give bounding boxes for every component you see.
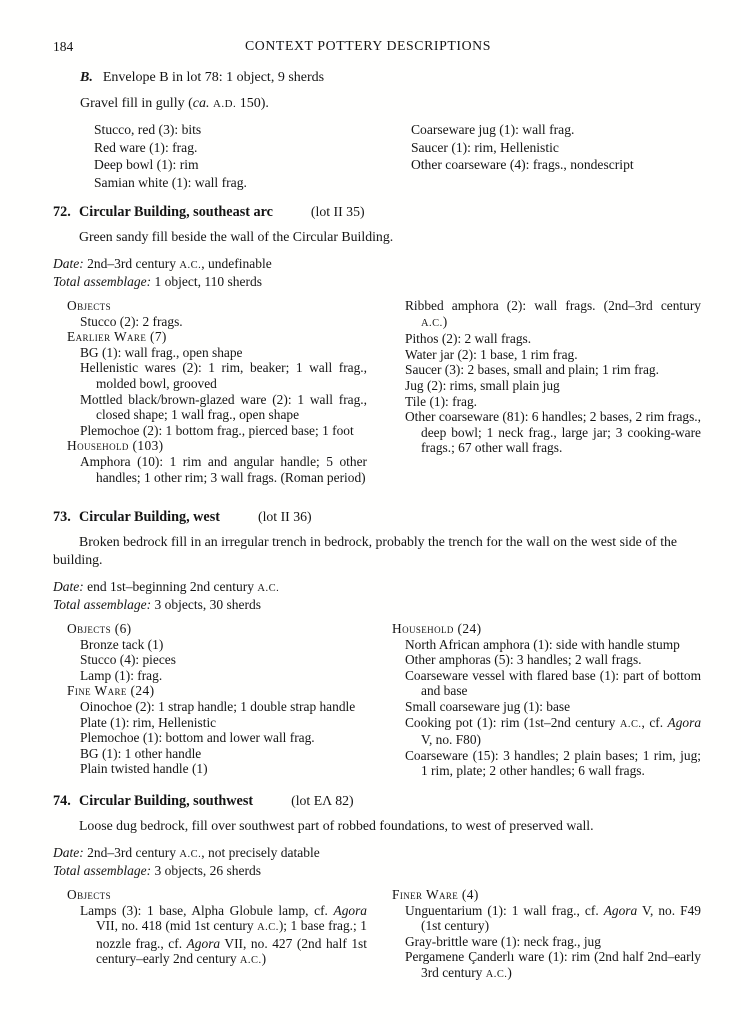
list-entry: Bronze tack (1): [80, 636, 164, 652]
list-entry: Amphora (10): 1 rim and angular handle; 5 other handles; 1 other rim; 3 wall frags. (Roman period): [80, 453, 367, 485]
right-column: [392, 298, 701, 485]
section-meta: [53, 579, 701, 613]
intro-right-column: [411, 121, 700, 191]
intro-label: B.: [80, 70, 93, 85]
category-heading: Finer Ware (4): [392, 887, 479, 902]
section-lot: (lot II 35): [310, 204, 365, 219]
section-heading: [53, 203, 701, 221]
list-entry: Coarseware vessel with flared base (1): part of bottom and base: [405, 667, 701, 699]
section-number: 74.: [53, 793, 71, 809]
list-entry: Red ware (1): frag.: [94, 139, 198, 155]
section-list: [67, 887, 701, 983]
section-number: 72.: [53, 204, 71, 220]
list-entry: Coarseware jug (1): wall frag.: [410, 122, 575, 137]
context-section: [53, 203, 701, 485]
intro-description: Gravel fill in gully (ca. A.D. 150).: [80, 96, 269, 111]
assemblage-line-label: Total assemblage:: [53, 863, 152, 878]
list-entry: Saucer (1): rim, Hellenistic: [410, 139, 559, 155]
list-entry: BG (1): 1 other handle: [80, 745, 202, 761]
intro-section: [80, 69, 700, 191]
left-column: [67, 887, 367, 983]
list-entry: Lamps (3): 1 base, Alpha Globule lamp, cf. Agora VII, no. 418 (mid 1st century A.C.); 1 base frag.; 1 nozzle frag., cf. Agora VII, no. 427 (2nd half 1st century–early 2nd century A.C.): [80, 902, 367, 967]
right-column: [392, 887, 701, 983]
small-caps-text: A.C.: [619, 718, 642, 730]
list-entry: Tile (1): frag.: [405, 393, 478, 409]
assemblage-line: [53, 274, 701, 290]
section-list: [67, 621, 701, 779]
section-list: [67, 298, 701, 485]
assemblage-line-label: Total assemblage:: [53, 274, 152, 289]
list-entry: Plemochoe (1): bottom and lower wall frag.: [80, 730, 315, 746]
small-caps-text: A.D.: [212, 98, 237, 110]
small-caps-text: A.C.: [257, 583, 280, 594]
context-section: [53, 508, 701, 779]
list-entry: Small coarseware jug (1): base: [405, 698, 571, 714]
section-title: Circular Building, west: [79, 509, 220, 525]
italic-text: Agora: [333, 902, 367, 918]
section-heading: [53, 508, 701, 526]
list-entry: Coarseware (15): 3 handles; 2 plain bases; 1 rim, jug; 1 rim, plate; 2 other handles; 6 wall frags.: [405, 747, 701, 779]
intro-left-column: [94, 121, 387, 191]
section-heading: [53, 792, 701, 810]
page-number: 184: [53, 39, 74, 54]
section-title: Circular Building, southwest: [79, 793, 254, 809]
small-caps-text: A.C.: [421, 317, 443, 329]
section-title: Circular Building, southeast arc: [79, 204, 273, 220]
intro-title-text: Envelope B in lot 78: 1 object, 9 sherds: [102, 70, 325, 85]
list-entry: Cooking pot (1): rim (1st–2nd century A.C., cf. Agora V, no. F80): [405, 714, 702, 748]
section-meta: [53, 845, 701, 879]
left-column: [67, 621, 367, 779]
list-entry: Unguentarium (1): 1 wall frag., cf. Agora V, no. F49 (1st century): [405, 902, 701, 934]
date-line: [53, 579, 701, 597]
date-line-value: 2nd–3rd century A.C., not precisely datable: [87, 845, 320, 860]
list-entry: Stucco, red (3): bits: [94, 122, 202, 137]
date-line-value: end 1st–beginning 2nd century A.C.: [87, 579, 280, 594]
date-line-value: 2nd–3rd century A.C., undefinable: [87, 256, 272, 271]
category-heading: Fine Ware (24): [67, 683, 155, 699]
category-heading: Household (103): [67, 438, 164, 454]
list-entry: Ribbed amphora (2): wall frags. (2nd–3rd century A.C.): [405, 298, 701, 329]
list-entry: Water jar (2): 1 base, 1 rim frag.: [405, 346, 578, 362]
italic-text: Agora: [667, 714, 702, 730]
category-heading: Objects: [67, 887, 111, 902]
intro-title-line: [80, 69, 700, 86]
context-section: [53, 792, 701, 983]
list-entry: Oinochoe (2): 1 strap handle; 1 double strap handle: [80, 698, 356, 714]
list-entry: Plemochoe (2): 1 bottom frag., pierced base; 1 foot: [80, 422, 354, 438]
assemblage-line-value: 1 object, 110 sherds: [154, 274, 262, 289]
category-heading: Objects: [67, 298, 111, 313]
category-heading: Earlier Ware (7): [67, 329, 167, 345]
left-column: [67, 298, 367, 485]
small-caps-text: A.C.: [257, 922, 279, 934]
list-entry: Saucer (3): 2 bases, small and plain; 1 rim frag.: [405, 362, 659, 378]
date-line: [53, 256, 701, 274]
date-line-label: Date:: [53, 256, 84, 271]
date-line-label: Date:: [53, 845, 84, 860]
running-title: CONTEXT POTTERY DESCRIPTIONS: [245, 38, 491, 53]
section-lot: (lot II 36): [257, 509, 312, 524]
section-meta: [53, 256, 701, 290]
list-entry: Stucco (2): 2 frags.: [80, 313, 183, 329]
assemblage-line-label: Total assemblage:: [53, 597, 152, 612]
running-head: [53, 38, 683, 54]
category-heading: Household (24): [392, 621, 482, 636]
right-column: [392, 621, 701, 779]
list-entry: Gray-brittle ware (1): neck frag., jug: [405, 933, 601, 949]
list-entry: Deep bowl (1): rim: [94, 157, 199, 173]
list-entry: Pithos (2): 2 wall frags.: [405, 331, 532, 347]
list-entry: Other coarseware (81): 6 handles; 2 bases, 2 rim frags., deep bowl; 1 neck frag., large jar; 3 cooking-ware frags.; 67 other wall frags.: [405, 409, 701, 456]
italic-text: Agora: [186, 935, 221, 951]
italic-text: ca.: [192, 96, 210, 111]
section-description: Broken bedrock fill in an irregular trench in bedrock, probably the trench for the wall on the west side of the building.: [53, 534, 678, 567]
section-lot: (lot ΕΛ 82): [291, 793, 354, 808]
list-entry: Plain twisted handle (1): [80, 761, 208, 777]
small-caps-text: A.C.: [485, 968, 508, 980]
assemblage-line-value: 3 objects, 30 sherds: [154, 597, 261, 612]
list-entry: Hellenistic wares (2): 1 rim, beaker; 1 wall frag., molded bowl, grooved: [80, 360, 367, 391]
list-entry: Other amphoras (5): 3 handles; 2 wall frags.: [405, 652, 642, 668]
small-caps-text: A.C.: [179, 849, 202, 860]
list-entry: Stucco (4): pieces: [80, 652, 176, 668]
assemblage-line: [53, 597, 701, 613]
list-entry: Mottled black/brown-glazed ware (2): 1 wall frag., closed shape; 1 wall frag., open shape: [80, 391, 367, 423]
list-entry: Other coarseware (4): frags., nondescript: [410, 157, 634, 173]
list-entry: North African amphora (1): side with handle stump: [405, 636, 680, 652]
italic-text: Agora: [603, 902, 638, 918]
list-entry: Plate (1): rim, Hellenistic: [80, 714, 217, 730]
section-description: Loose dug bedrock, fill over southwest part of robbed foundations, to west of preserved wall.: [79, 818, 594, 833]
list-entry: Jug (2): rims, small plain jug: [405, 377, 560, 393]
list-entry: BG (1): wall frag., open shape: [80, 344, 243, 360]
assemblage-line-value: 3 objects, 26 sherds: [154, 863, 261, 878]
section-description: Green sandy fill beside the wall of the Circular Building.: [79, 229, 394, 244]
date-line-label: Date:: [53, 579, 84, 594]
date-line: [53, 845, 701, 863]
intro-list: [94, 121, 700, 191]
list-entry: Samian white (1): wall frag.: [94, 174, 247, 190]
list-entry: Pergamene Çanderlı ware (1): rim (2nd half 2nd–early 3rd century A.C.): [405, 949, 701, 980]
category-heading: Objects (6): [67, 621, 132, 636]
section-number: 73.: [53, 509, 71, 525]
list-entry: Lamp (1): frag.: [80, 667, 163, 683]
small-caps-text: A.C.: [239, 955, 262, 967]
assemblage-line: [53, 863, 701, 879]
small-caps-text: A.C.: [179, 260, 202, 271]
